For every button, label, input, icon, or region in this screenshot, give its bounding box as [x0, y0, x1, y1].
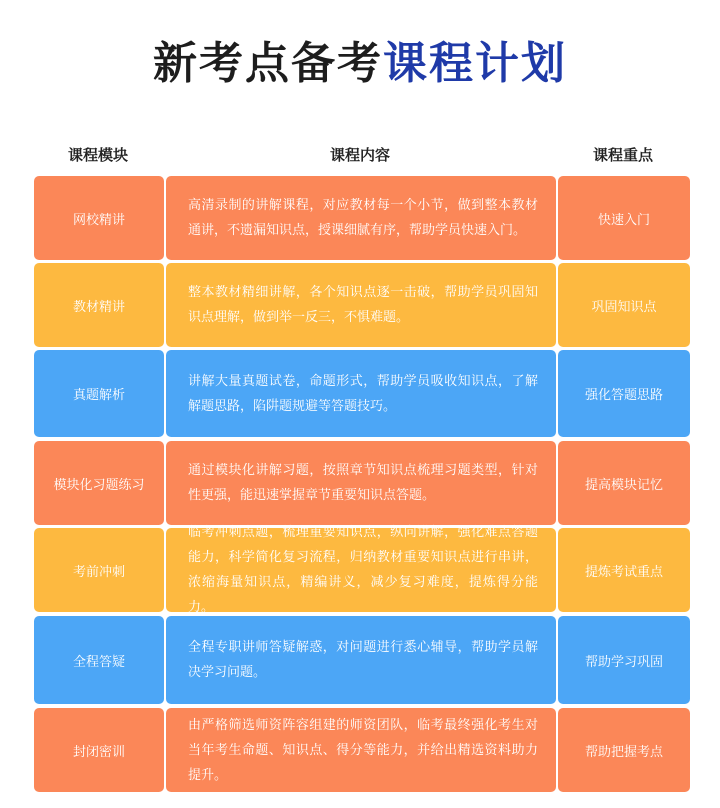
module-cell: 考前冲刺: [34, 528, 164, 612]
table-row: [34, 441, 690, 525]
focus-cell: 巩固知识点: [558, 263, 690, 347]
table-row: [34, 525, 690, 615]
content-cell: [166, 525, 556, 615]
title-part-blue: 课程计划: [383, 38, 567, 89]
table-row: [34, 350, 690, 437]
content-cell: [166, 176, 556, 260]
focus-cell: 帮助把握考点: [558, 708, 690, 792]
table-row: [34, 616, 690, 704]
content-cell: [166, 350, 556, 437]
module-cell: 网校精讲: [34, 176, 164, 260]
content-text: 全程专职讲师答疑解惑，对问题进行悉心辅导，帮助学员解决学习问题。: [188, 640, 538, 680]
content-text: 通过模块化讲解习题，按照章节知识点梳理习题类型，针对性更强，能迅速掌握章节重要知识点答题。: [188, 463, 538, 503]
table-row: [34, 708, 690, 792]
header-module: 课程模块: [67, 146, 128, 164]
module-cell: 教材精讲: [34, 263, 164, 347]
focus-cell: 快速入门: [558, 176, 690, 260]
module-cell: 封闭密训: [34, 708, 164, 792]
content-cell: [166, 263, 556, 347]
content-text: 高清录制的讲解课程，对应教材每一个小节，做到整本教材通讲，不遗漏知识点，授课细腻有序，帮助学员快速入门。: [188, 198, 538, 238]
page-title: [0, 36, 720, 92]
content-text: 临考冲刺点题，梳理重要知识点，纵向讲解，强化难点答题能力，科学简化复习流程，归纳教材重要知识点进行串讲，浓缩海量知识点，精编讲义，减少复习难度，提炼得分能力。: [188, 525, 538, 615]
module-cell: 模块化习题练习: [34, 441, 164, 525]
content-cell: [166, 708, 556, 792]
module-cell: 全程答疑: [34, 616, 164, 704]
content-cell: [166, 441, 556, 525]
content-text: 由严格筛选师资阵容组建的师资团队，临考最终强化考生对当年考生命题、知识点、得分等能力，并给出精选资料助力提升。: [188, 717, 538, 783]
content-cell: [166, 616, 556, 704]
focus-cell: 提炼考试重点: [558, 528, 690, 612]
content-text: 整本教材精细讲解，各个知识点逐一击破，帮助学员巩固知识点理解，做到举一反三，不惧难题。: [188, 285, 538, 325]
focus-cell: 强化答题思路: [558, 350, 690, 437]
module-cell: 真题解析: [34, 350, 164, 437]
focus-cell: 提高模块记忆: [558, 441, 690, 525]
header-focus: 课程重点: [592, 146, 653, 164]
table-row: [34, 176, 690, 260]
table-row: [34, 263, 690, 347]
header-content: 课程内容: [329, 146, 390, 164]
content-text: 讲解大量真题试卷，命题形式，帮助学员吸收知识点，了解解题思路，陷阱题规避等答题技巧。: [188, 373, 538, 414]
title-part-dark: 新考点备考: [153, 38, 383, 89]
focus-cell: 帮助学习巩固: [558, 616, 690, 704]
